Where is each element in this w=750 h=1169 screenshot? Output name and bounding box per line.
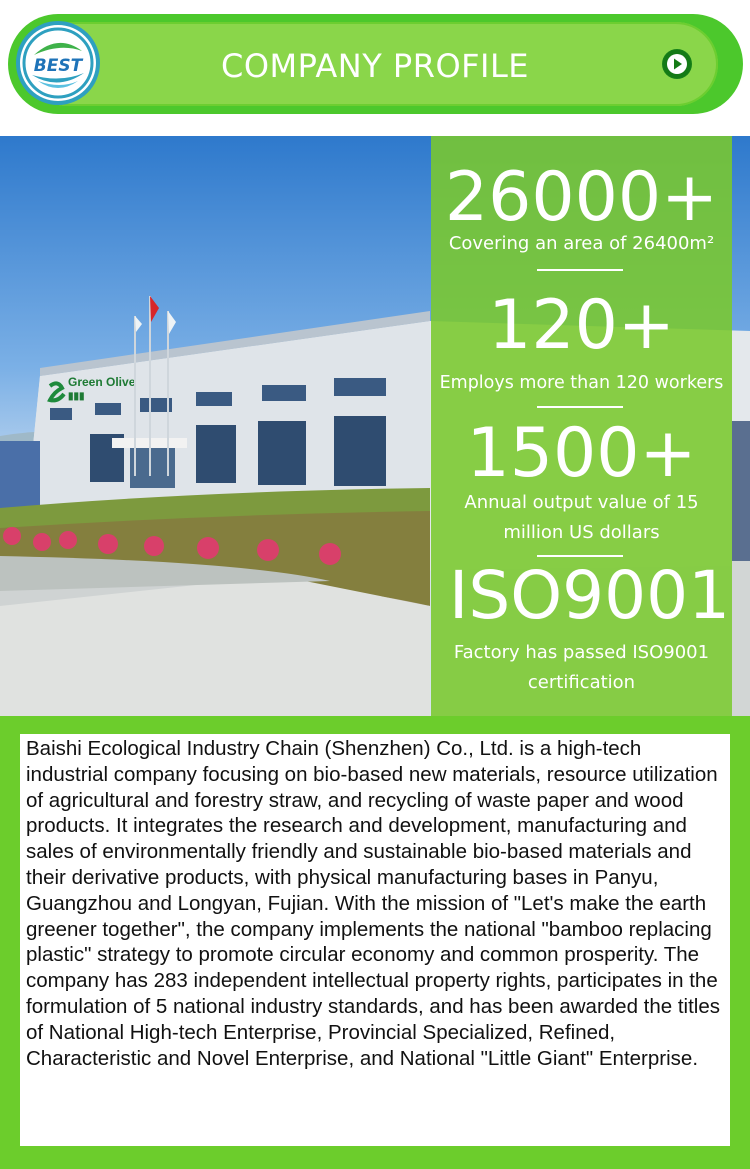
stats-panel bbox=[431, 136, 732, 716]
stat-workers-description: Employs more than 120 workers bbox=[439, 373, 724, 393]
best-logo-icon[interactable] bbox=[20, 25, 96, 101]
stat-divider bbox=[537, 269, 623, 271]
play-icon[interactable] bbox=[662, 49, 692, 79]
stat-divider bbox=[537, 406, 623, 408]
profile-text-frame bbox=[0, 716, 750, 1169]
building-sign: Green Olive bbox=[68, 375, 136, 389]
stat-workers-number: 120+ bbox=[488, 286, 675, 365]
stat-iso-number: ISO9001 bbox=[448, 557, 731, 634]
page-title: COMPANY PROFILE bbox=[220, 47, 530, 85]
stat-iso-description-line2: certification bbox=[527, 672, 636, 693]
company-description: Baishi Ecological Industry Chain (Shenzhen) Co., Ltd. is a high-tech industrial company focusing on bio-based new materials, resource utilization of agricultural and forestry straw, and recycling of waste paper and wood products. It integrates the research and development, manufacturing and sales of environmentally friendly and sustainable bio-based materials and their derivative products, with physical manufacturing bases in Panyu, Guangzhou and Longyan, Fujian. With the mission of "Let's make the earth greener together", the company implements the national "bamboo replacing plastic" strategy to promote circular economy and common prosperity. The company has 283 independent intellectual property rights, participates in the formulation of 5 national industry standards, and has been awarded the titles of National High-tech Enterprise, Provincial Specialized, Refined, Characteristic and Novel Enterprise, and National "Little Giant" Enterprise. bbox=[26, 737, 721, 1070]
logo-text: BEST bbox=[33, 56, 83, 76]
stat-area-number: 26000+ bbox=[444, 158, 719, 237]
stat-area-description: Covering an area of 26400m² bbox=[448, 233, 715, 254]
stat-output-description-line2: million US dollars bbox=[503, 522, 660, 543]
profile-text-box bbox=[20, 734, 730, 1146]
stat-output-description-line1: Annual output value of 15 bbox=[464, 492, 699, 513]
svg-text:▮▮▮: ▮▮▮ bbox=[68, 391, 85, 402]
stat-output-number: 1500+ bbox=[466, 414, 697, 493]
stat-iso-description-line1: Factory has passed ISO9001 bbox=[453, 642, 710, 663]
